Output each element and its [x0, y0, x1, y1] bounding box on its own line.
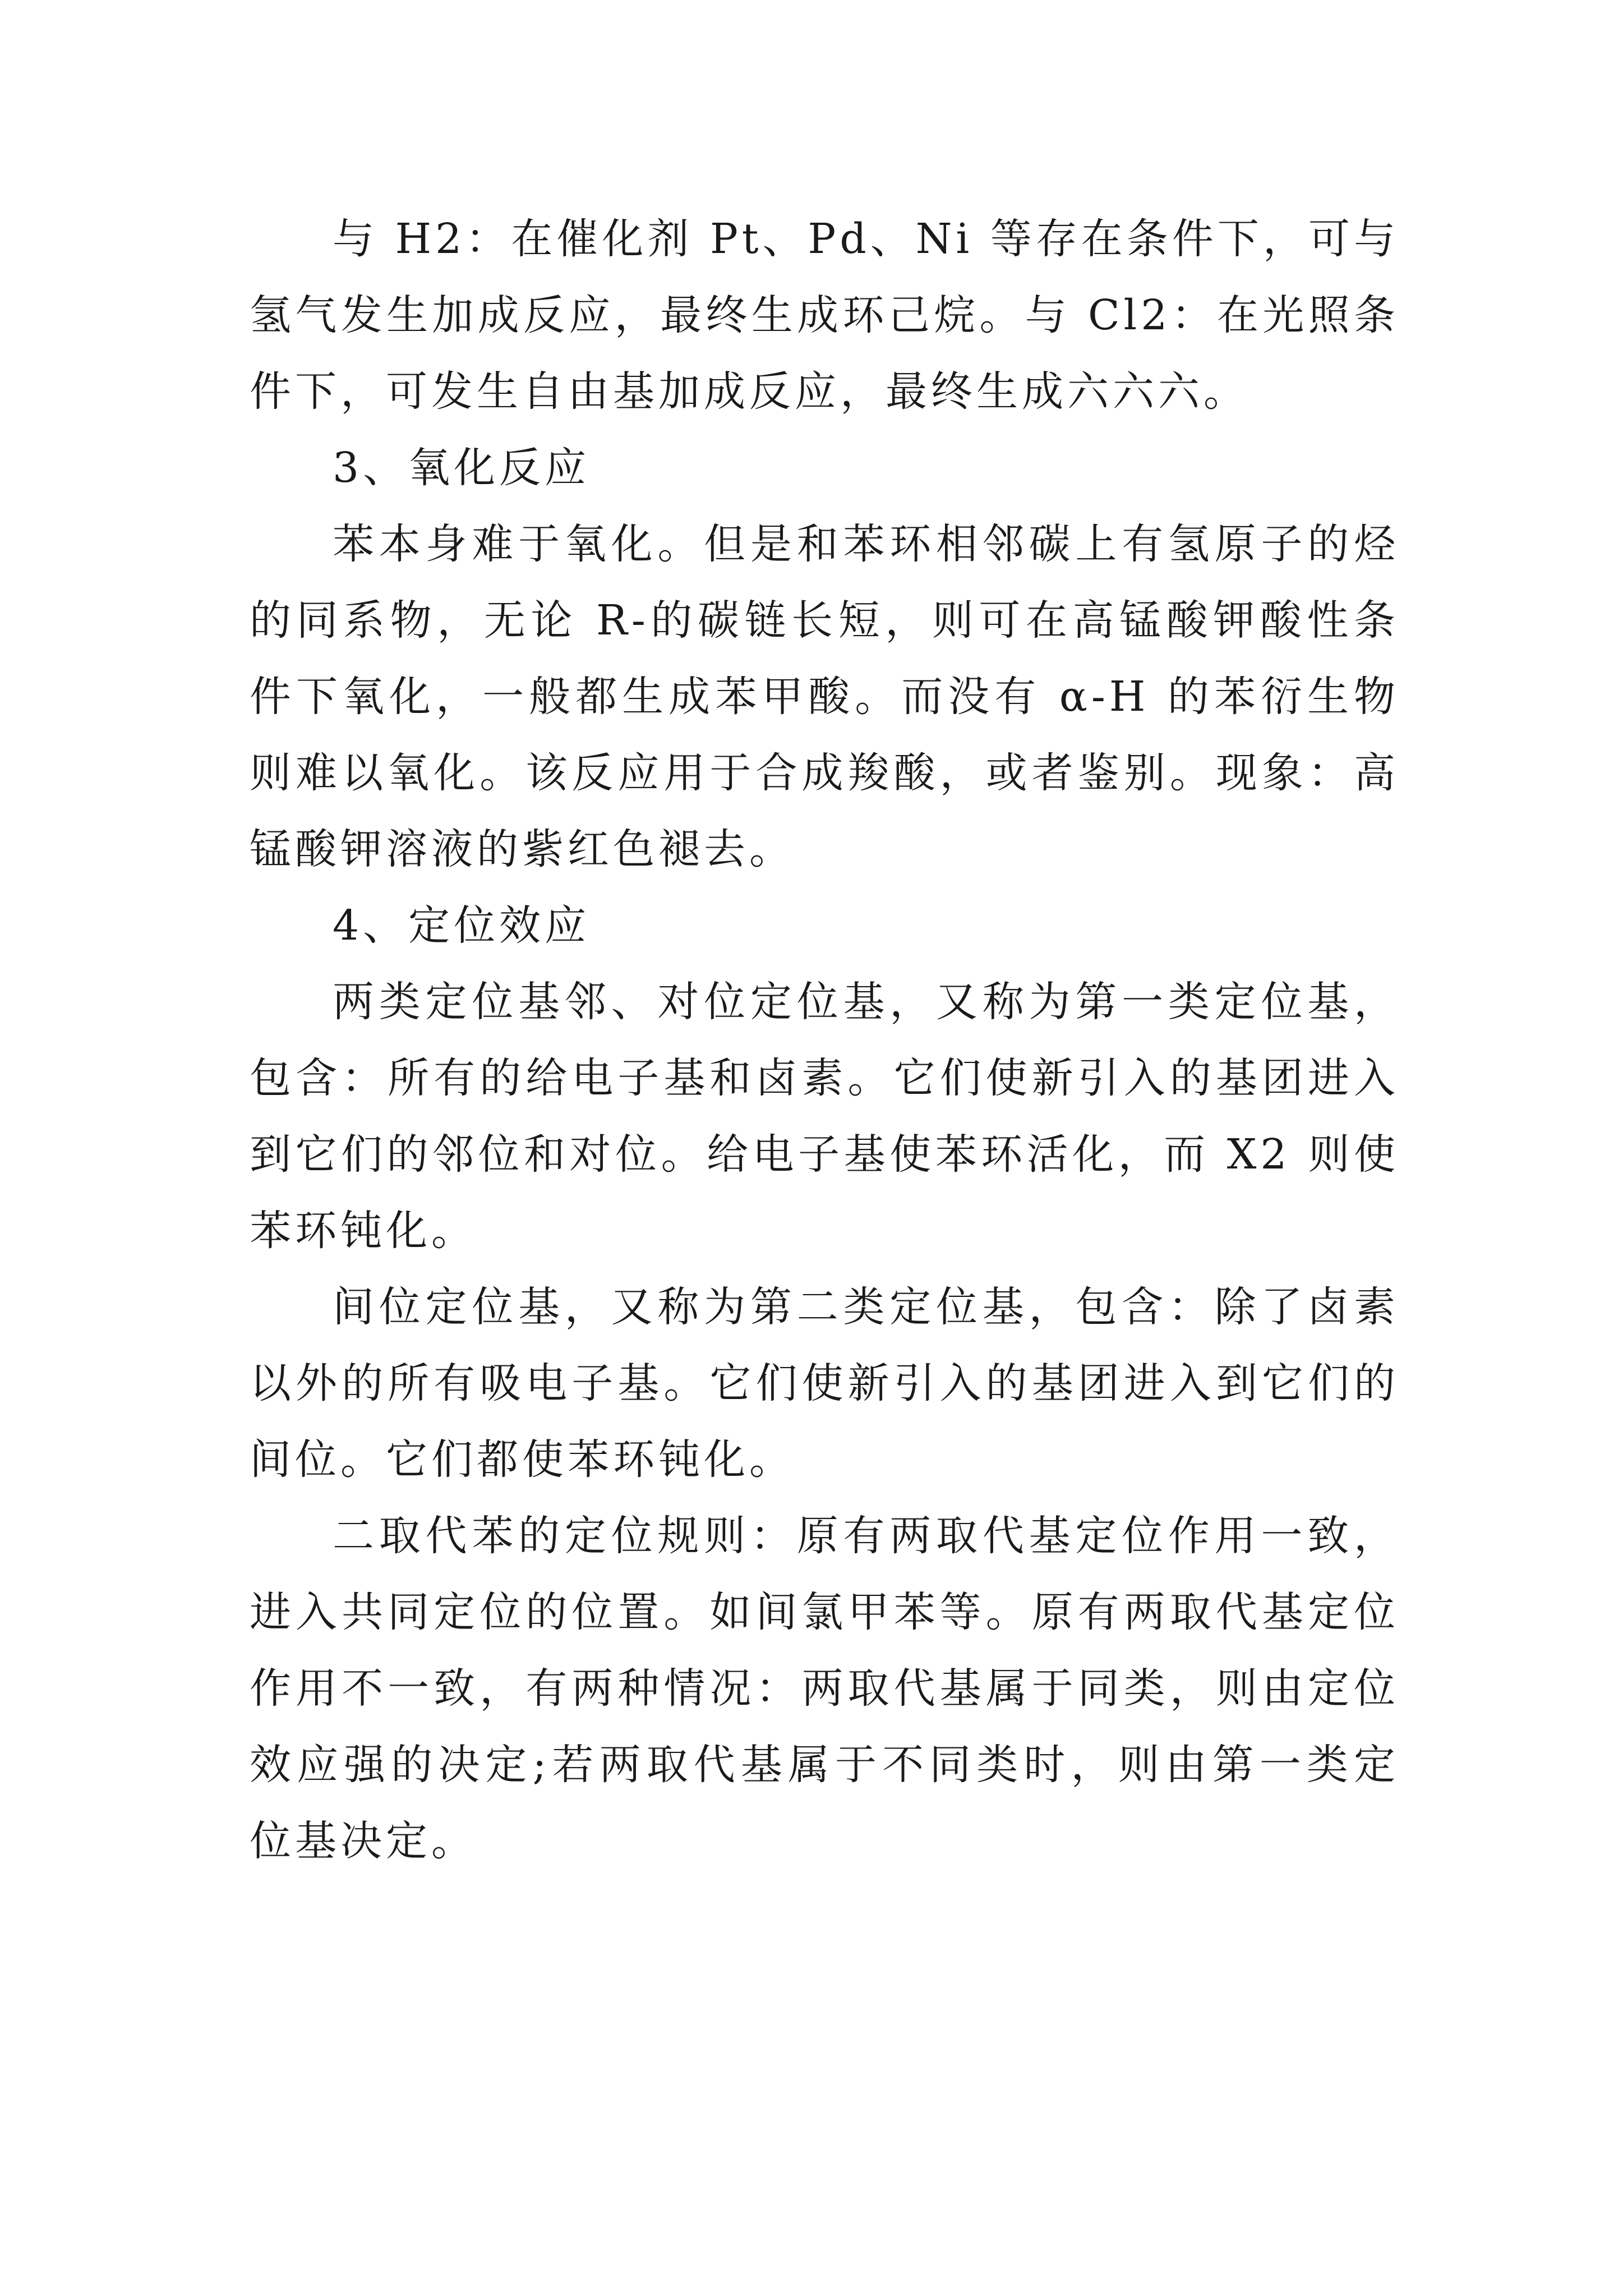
paragraph-meta-directors: 间位定位基，又称为第二类定位基，包含：除了卤素以外的所有吸电子基。它们使新引入的基团进入到它们的间位。它们都使苯环钝化。	[250, 1283, 1399, 1484]
paragraph-ortho-para-directors: 两类定位基邻、对位定位基，又称为第一类定位基，包含：所有的给电子基和卤素。它们使新引入的基团进入到它们的邻位和对位。给电子基使苯环活化，而 X2 则使苯环钝化。	[250, 978, 1399, 1255]
heading-directing-effect: 4、定位效应	[333, 901, 591, 950]
document-body	[250, 201, 1399, 1879]
heading-oxidation: 3、氧化反应	[333, 444, 591, 492]
paragraph-hydrogenation-chlorination: 与 H2：在催化剂 Pt、Pd、Ni 等存在条件下，可与氢气发生加成反应，最终生成环己烷。与 Cl2：在光照条件下，可发生自由基加成反应，最终生成六六六。	[250, 215, 1399, 416]
paragraph-oxidation: 苯本身难于氧化。但是和苯环相邻碳上有氢原子的烃的同系物，无论 R-的碳链长短，则可在高锰酸钾酸性条件下氧化，一般都生成苯甲酸。而没有 α-H 的苯衍生物则难以氧化。该反应用于合成羧酸，或者鉴别。现象：高锰酸钾溶液的紫红色褪去。	[250, 520, 1399, 873]
paragraph-disubstituted-rules: 二取代苯的定位规则：原有两取代基定位作用一致，进入共同定位的位置。如间氯甲苯等。原有两取代基定位作用不一致，有两种情况：两取代基属于同类，则由定位效应强的决定;若两取代基属于不同类时，则由第一类定位基决定。	[250, 1512, 1399, 1865]
